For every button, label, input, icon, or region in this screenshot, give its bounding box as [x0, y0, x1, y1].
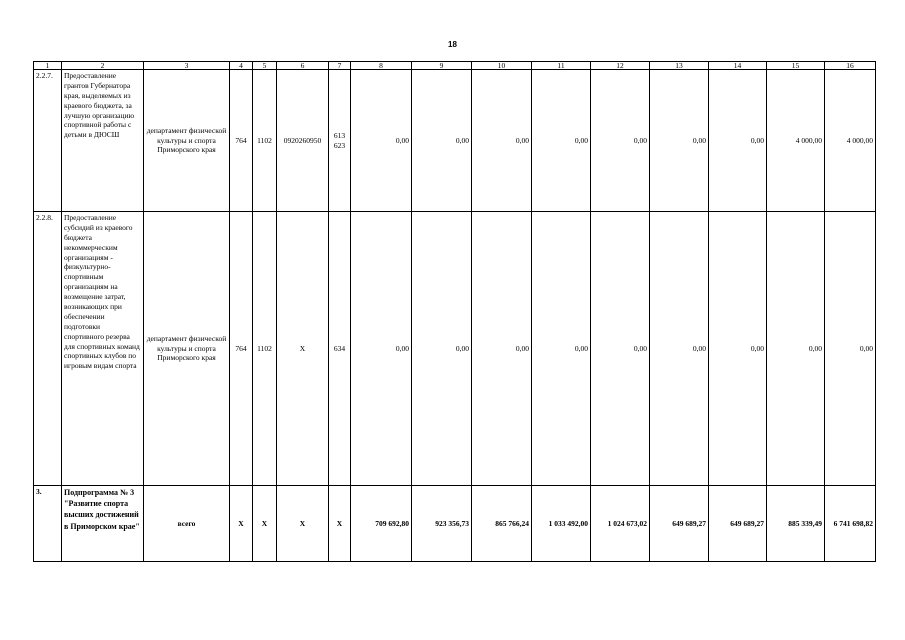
- header-cell: 3: [144, 62, 230, 70]
- header-cell: 15: [767, 62, 825, 70]
- code-cell: 1102: [253, 70, 277, 212]
- value-cell: 1 033 492,00: [532, 486, 591, 562]
- value-cell: 1 024 673,02: [591, 486, 650, 562]
- value-cell: 0,00: [825, 212, 876, 486]
- value-cell: 885 339,49: [767, 486, 825, 562]
- header-row: [34, 62, 876, 70]
- value-cell: 709 692,80: [351, 486, 412, 562]
- header-cell: 8: [351, 62, 412, 70]
- code-cell: 0920260950: [277, 70, 329, 212]
- department: всего: [144, 486, 230, 562]
- code-cell: 764: [230, 212, 253, 486]
- value-cell: 0,00: [532, 212, 591, 486]
- header-cell: 9: [412, 62, 472, 70]
- budget-table: [33, 61, 876, 562]
- code-cell: X: [230, 486, 253, 562]
- item-name: Предоставление субсидий из краевого бюджета некоммерческим организациям - физкультурно-спортивным организациям на возмещение затрат, возникающих при обеспечении подготовки спортивного резерва для спортивных команд спортивных клубов по игровым видам спорта: [62, 212, 144, 486]
- code-cell: 613 623: [329, 70, 351, 212]
- item-number: 3.: [34, 486, 62, 562]
- value-cell: 865 766,24: [472, 486, 532, 562]
- value-cell: 0,00: [709, 212, 767, 486]
- header-cell: 14: [709, 62, 767, 70]
- code-cell: 634: [329, 212, 351, 486]
- value-cell: 4 000,00: [767, 70, 825, 212]
- value-cell: 0,00: [412, 212, 472, 486]
- item-name: Предоставление грантов Губернатора края, выделяемых из краевого бюджета, за лучшую организацию спортивной работы с детьми в ДЮСШ: [62, 70, 144, 212]
- value-cell: 649 689,27: [709, 486, 767, 562]
- value-cell: 4 000,00: [825, 70, 876, 212]
- table-row: [34, 70, 876, 212]
- value-cell: 0,00: [351, 70, 412, 212]
- code-cell: X: [253, 486, 277, 562]
- code-cell: 764: [230, 70, 253, 212]
- header-cell: 13: [650, 62, 709, 70]
- value-cell: 0,00: [650, 212, 709, 486]
- code-cell: X: [277, 212, 329, 486]
- code-cell: X: [277, 486, 329, 562]
- page-number: 18: [448, 40, 457, 49]
- value-cell: 0,00: [709, 70, 767, 212]
- header-cell: 1: [34, 62, 62, 70]
- item-number: 2.2.8.: [34, 212, 62, 486]
- value-cell: 0,00: [591, 212, 650, 486]
- code-cell: X: [329, 486, 351, 562]
- item-name: Подпрограмма № 3 "Развитие спорта высших достижений в Приморском крае": [62, 486, 144, 562]
- header-cell: 2: [62, 62, 144, 70]
- header-cell: 6: [277, 62, 329, 70]
- header-cell: 11: [532, 62, 591, 70]
- table-row: [34, 486, 876, 562]
- value-cell: 0,00: [472, 70, 532, 212]
- value-cell: 0,00: [472, 212, 532, 486]
- header-cell: 4: [230, 62, 253, 70]
- value-cell: 0,00: [650, 70, 709, 212]
- header-cell: 7: [329, 62, 351, 70]
- header-cell: 5: [253, 62, 277, 70]
- value-cell: 0,00: [532, 70, 591, 212]
- value-cell: 923 356,73: [412, 486, 472, 562]
- value-cell: 6 741 698,82: [825, 486, 876, 562]
- department: департамент физической культуры и спорта Приморского края: [144, 70, 230, 212]
- table-row: [34, 212, 876, 486]
- value-cell: 0,00: [767, 212, 825, 486]
- value-cell: 0,00: [412, 70, 472, 212]
- header-cell: 10: [472, 62, 532, 70]
- code-cell: 1102: [253, 212, 277, 486]
- value-cell: 0,00: [591, 70, 650, 212]
- header-cell: 16: [825, 62, 876, 70]
- value-cell: 649 689,27: [650, 486, 709, 562]
- department: департамент физической культуры и спорта Приморского края: [144, 212, 230, 486]
- header-cell: 12: [591, 62, 650, 70]
- item-number: 2.2.7.: [34, 70, 62, 212]
- value-cell: 0,00: [351, 212, 412, 486]
